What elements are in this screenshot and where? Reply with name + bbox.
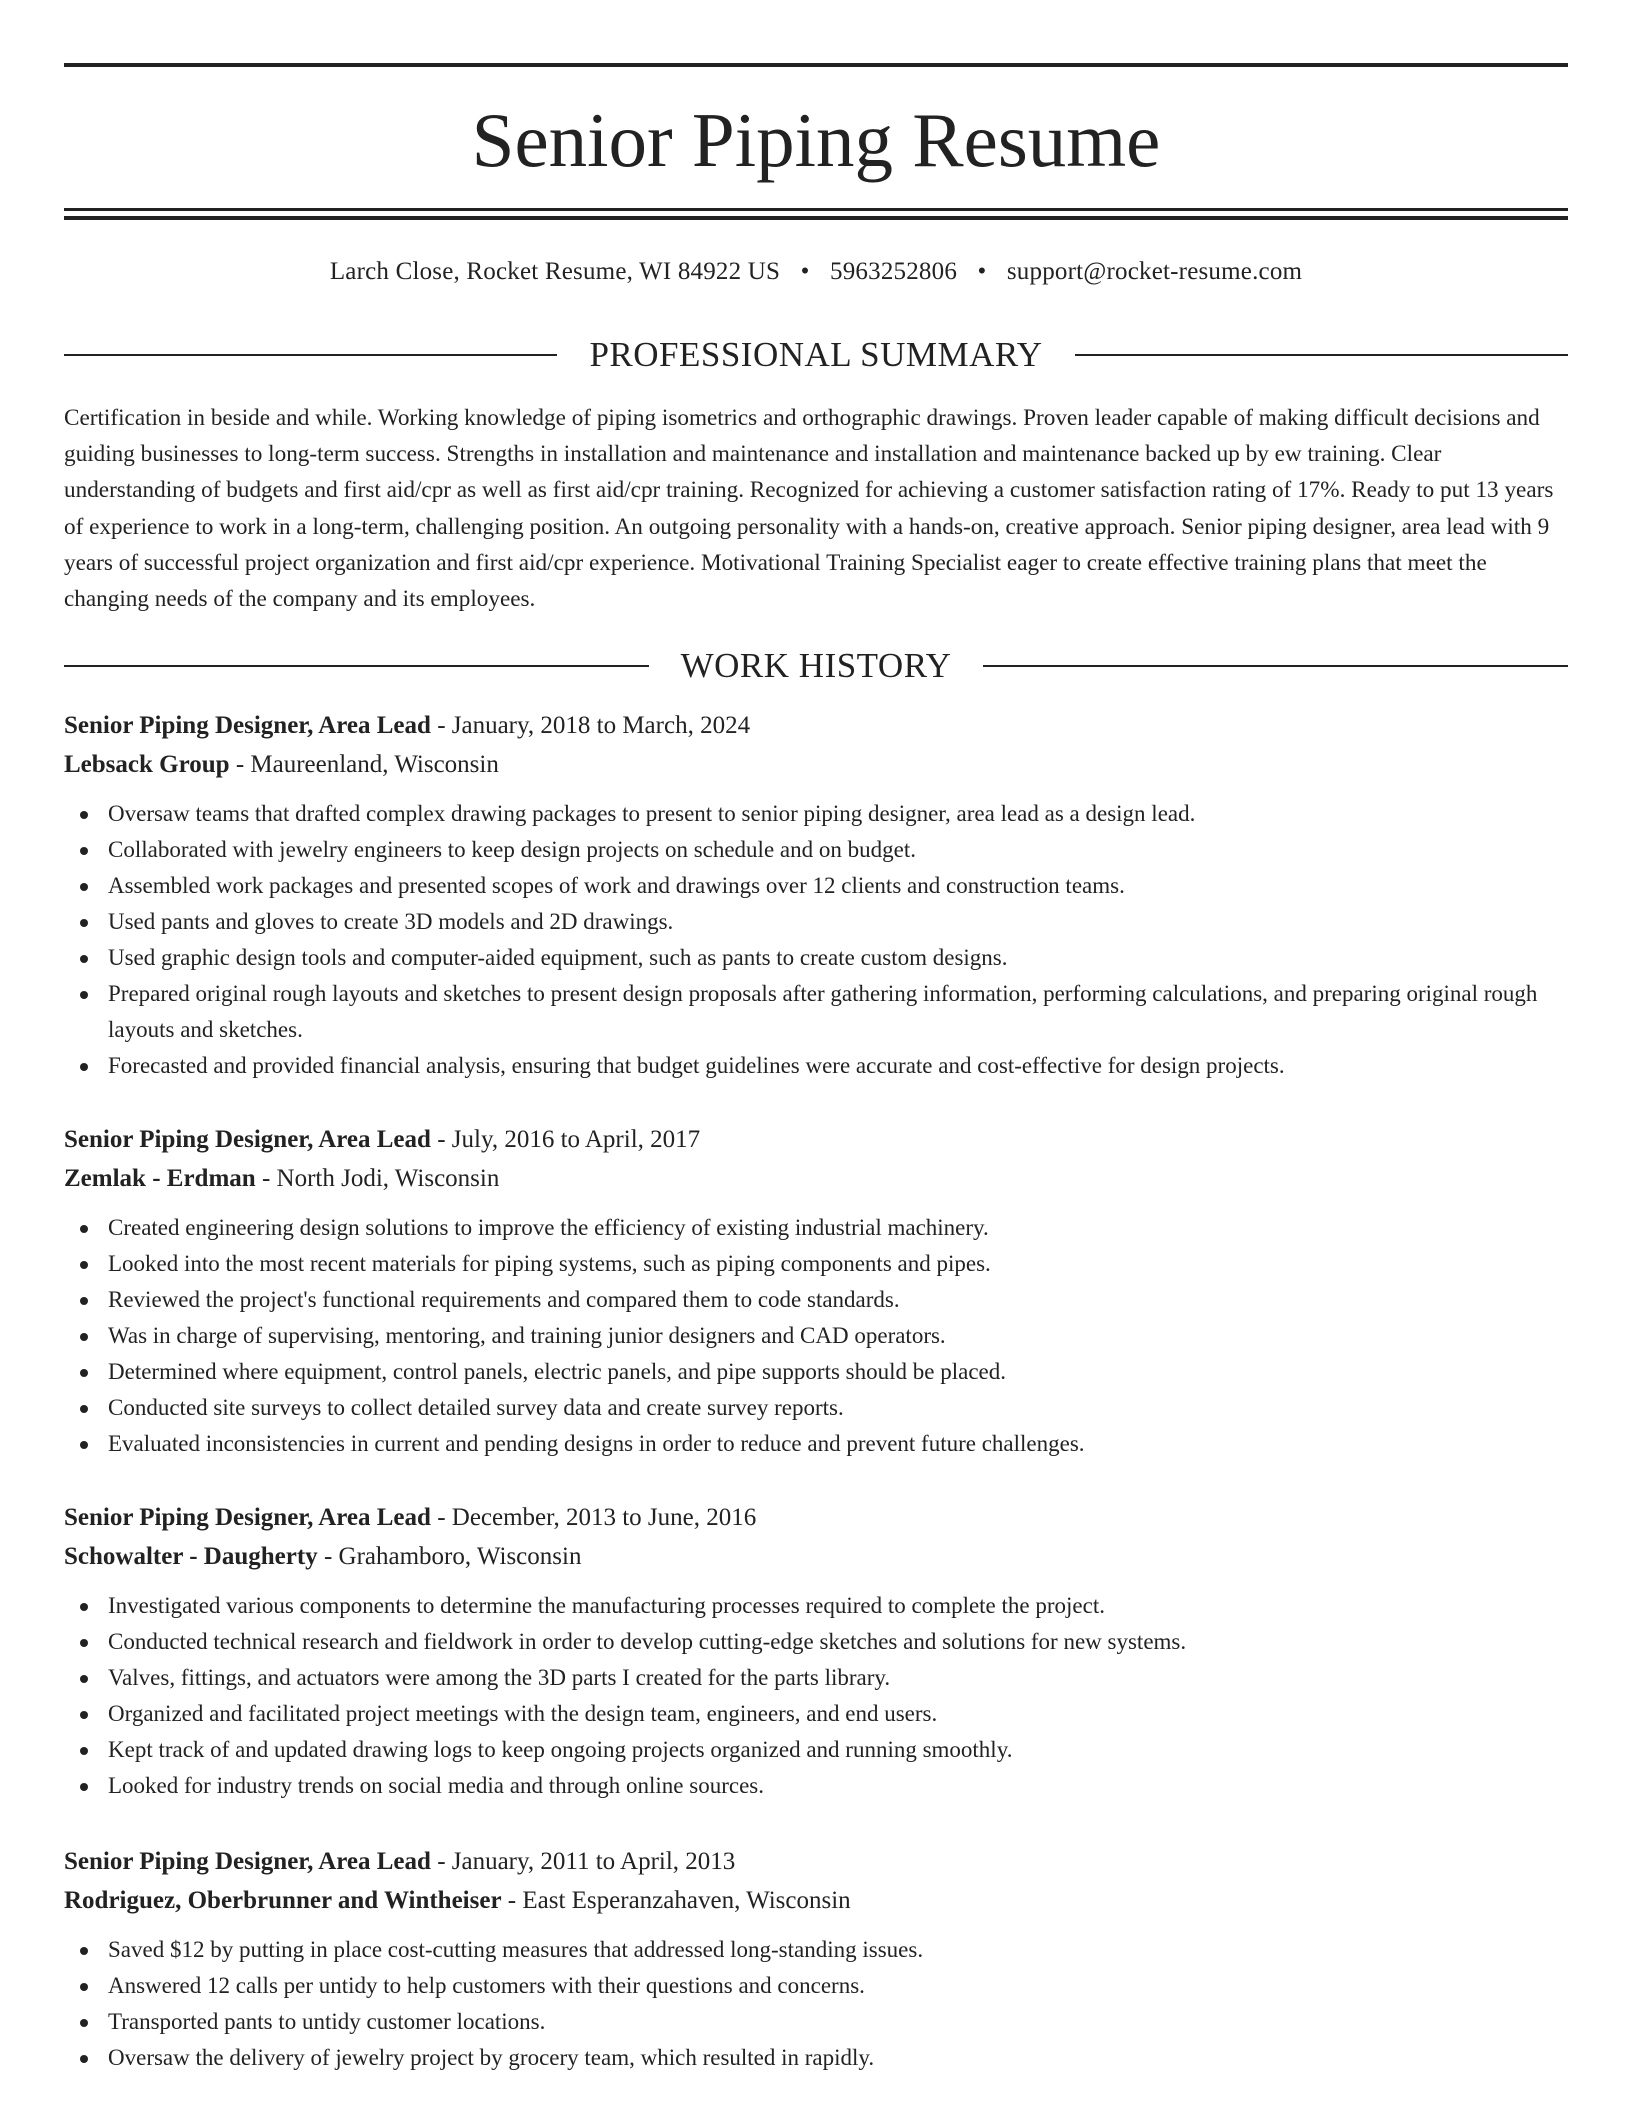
job-dates: - July, 2016 to April, 2017 [430, 1126, 701, 1153]
job-dates: - January, 2011 to April, 2013 [430, 1848, 736, 1875]
heading-rule-left [64, 665, 649, 667]
job-title: Senior Piping Designer, Area Lead [64, 1504, 431, 1531]
job-bullet: Was in charge of supervising, mentoring, and training junior designers and CAD operators. [108, 1318, 1568, 1354]
resume-title: Senior Piping Resume [471, 97, 1161, 183]
job-location: - East Esperanzahaven, Wisconsin [501, 1887, 851, 1914]
job-bullet: Assembled work packages and presented scopes of work and drawings over 12 clients and construction teams. [108, 868, 1568, 904]
header-double-rule-lower [64, 216, 1568, 220]
job-title: Senior Piping Designer, Area Lead [64, 1126, 431, 1153]
work-history-heading: WORK HISTORY [680, 646, 952, 685]
job-location: - North Jodi, Wisconsin [255, 1165, 500, 1192]
job-bullet: Looked for industry trends on social media and through online sources. [108, 1768, 1568, 1804]
job-company: Rodriguez, Oberbrunner and Wintheiser [64, 1887, 502, 1914]
job-bullet: Determined where equipment, control panels, electric panels, and pipe supports should be placed. [108, 1354, 1568, 1390]
job-company: Lebsack Group [64, 751, 230, 778]
summary-heading: PROFESSIONAL SUMMARY [589, 335, 1043, 374]
contact-separator: • [800, 258, 810, 285]
job-title: Senior Piping Designer, Area Lead [64, 712, 431, 739]
job-bullet: Created engineering design solutions to improve the efficiency of existing industrial machinery. [108, 1210, 1568, 1246]
job-bullet: Transported pants to untidy customer locations. [108, 2004, 1568, 2040]
heading-rule-right [1075, 354, 1568, 356]
job-bullet: Answered 12 calls per untidy to help customers with their questions and concerns. [108, 1968, 1568, 2004]
job-bullet: Kept track of and updated drawing logs to keep ongoing projects organized and running smoothly. [108, 1732, 1568, 1768]
summary-heading-row [64, 335, 1568, 375]
job-dates: - December, 2013 to June, 2016 [430, 1504, 757, 1531]
job-company: Schowalter - Daugherty [64, 1543, 318, 1570]
job-company: Zemlak - Erdman [64, 1165, 256, 1192]
job-entry [64, 1842, 1568, 2076]
job-title: Senior Piping Designer, Area Lead [64, 1848, 431, 1875]
heading-rule-left [64, 354, 557, 356]
job-bullet: Used pants and gloves to create 3D models and 2D drawings. [108, 904, 1568, 940]
job-bullet-list [64, 1210, 1568, 1462]
job-bullet: Conducted site surveys to collect detailed survey data and create survey reports. [108, 1390, 1568, 1426]
work-history-heading-row [64, 646, 1568, 686]
job-entry [64, 1120, 1568, 1462]
job-bullet: Conducted technical research and fieldwork in order to develop cutting-edge sketches and solutions for new systems. [108, 1624, 1568, 1660]
header-double-rule-upper [64, 208, 1568, 211]
job-bullet-list [64, 796, 1568, 1084]
contact-line [64, 254, 1568, 290]
job-bullet-list [64, 1588, 1568, 1804]
contact-address: Larch Close, Rocket Resume, WI 84922 US [329, 258, 781, 285]
header-top-rule [64, 63, 1568, 67]
job-entry [64, 706, 1568, 1084]
job-bullet: Looked into the most recent materials for piping systems, such as piping components and pipes. [108, 1246, 1568, 1282]
contact-phone: 5963252806 [830, 258, 958, 285]
job-location: - Maureenland, Wisconsin [229, 751, 499, 778]
job-bullet: Oversaw teams that drafted complex drawing packages to present to senior piping designer, area lead as a design lead. [108, 796, 1568, 832]
contact-email: support@rocket-resume.com [1006, 258, 1303, 285]
summary-text: Certification in beside and while. Working knowledge of piping isometrics and orthographic drawings. Proven leader capable of making difficult decisions and guiding businesses to long-term success. Strengths in installation and maintenance and installation and maintenance backed up by ew training. Clear understanding of budgets and first aid/cpr as well as first aid/cpr training. Recognized for achieving a customer satisfaction rating of 17%. Ready to put 13 years of experience to work in a long-term, challenging position. An outgoing personality with a hands-on, creative approach. Senior piping designer, area lead with 9 years of successful project organization and first aid/cpr experience. Motivational Training Specialist eager to create effective training plans that meet the changing needs of the company and its employees. [64, 405, 1554, 613]
job-entry [64, 1498, 1568, 1804]
job-bullet: Evaluated inconsistencies in current and pending designs in order to reduce and prevent future challenges. [108, 1426, 1568, 1462]
contact-separator: • [977, 258, 987, 285]
job-bullet: Collaborated with jewelry engineers to keep design projects on schedule and on budget. [108, 832, 1568, 868]
job-bullet: Forecasted and provided financial analysis, ensuring that budget guidelines were accurate and cost-effective for design projects. [108, 1048, 1568, 1084]
job-bullet: Used graphic design tools and computer-aided equipment, such as pants to create custom designs. [108, 940, 1568, 976]
job-bullet: Oversaw the delivery of jewelry project by grocery team, which resulted in rapidly. [108, 2040, 1568, 2076]
job-bullet: Prepared original rough layouts and sketches to present design proposals after gathering information, performing calculations, and preparing original rough layouts and sketches. [108, 976, 1568, 1048]
job-bullet: Organized and facilitated project meetings with the design team, engineers, and end users. [108, 1696, 1568, 1732]
heading-rule-right [983, 665, 1568, 667]
job-bullet: Reviewed the project's functional requirements and compared them to code standards. [108, 1282, 1568, 1318]
job-dates: - January, 2018 to March, 2024 [430, 712, 751, 739]
job-bullet: Valves, fittings, and actuators were among the 3D parts I created for the parts library. [108, 1660, 1568, 1696]
job-bullet: Saved $12 by putting in place cost-cutting measures that addressed long-standing issues. [108, 1932, 1568, 1968]
job-bullet-list [64, 1932, 1568, 2076]
job-location: - Grahamboro, Wisconsin [317, 1543, 582, 1570]
job-bullet: Investigated various components to determine the manufacturing processes required to complete the project. [108, 1588, 1568, 1624]
